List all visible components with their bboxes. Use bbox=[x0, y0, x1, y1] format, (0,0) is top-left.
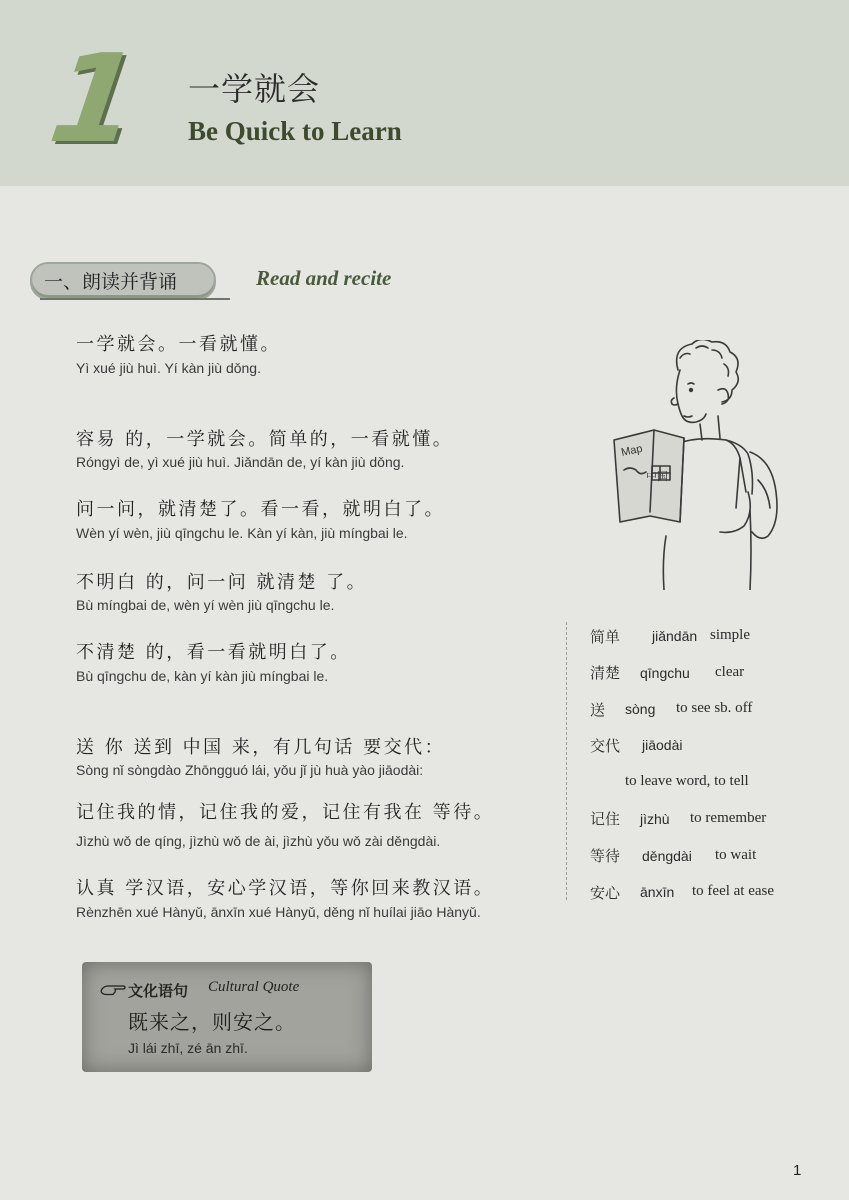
vocab-pinyin: ānxīn bbox=[640, 884, 675, 900]
text-line-pinyin: Wèn yí wèn, jiù qīngchu le. Kàn yí kàn, jiù míngbai le. bbox=[76, 525, 408, 541]
text-line-chinese: 认真 学汉语，安心学汉语，等你回来教汉语。 bbox=[76, 878, 495, 899]
cultural-quote-label-chinese: 文化语句 bbox=[128, 982, 189, 1000]
cultural-quote-label-english: Cultural Quote bbox=[208, 979, 300, 995]
text-line-chinese: 不明白 的，问一问 就清楚 了。 bbox=[76, 572, 368, 593]
vocab-word: 记住 bbox=[590, 810, 621, 828]
chapter-number: 1 bbox=[42, 28, 147, 170]
map-label-text: Map bbox=[620, 442, 644, 459]
vocab-meaning: to feel at ease bbox=[692, 883, 775, 899]
student-with-map-illustration bbox=[600, 340, 790, 590]
text-line-chinese: 送 你 送到 中国 来，有几句话 要交代： bbox=[76, 737, 446, 758]
vocab-word: 安心 bbox=[590, 884, 621, 902]
section-heading-chinese: 一、朗读并背诵 bbox=[44, 271, 178, 293]
text-line-pinyin: Rènzhēn xué Hànyǔ, ānxīn xué Hànyǔ, děng nǐ huílai jiāo Hànyǔ. bbox=[76, 904, 481, 920]
cultural-quote-pinyin: Jì lái zhī, zé ān zhī. bbox=[128, 1040, 248, 1056]
vocab-meaning: to leave word, to tell bbox=[625, 773, 749, 789]
vocab-word: 送 bbox=[590, 701, 606, 719]
vocab-pinyin: děngdài bbox=[642, 848, 692, 864]
vocab-pinyin: qīngchu bbox=[640, 665, 690, 681]
vocab-pinyin: sòng bbox=[625, 701, 656, 717]
text-line-pinyin: Sòng nǐ sòngdào Zhōngguó lái, yǒu jǐ jù huà yào jiāodài: bbox=[76, 762, 424, 778]
section-heading-english: Read and recite bbox=[256, 266, 392, 290]
text-line-chinese: 容易 的，一学就会。简单的，一看就懂。 bbox=[76, 429, 454, 450]
text-line-pinyin: Bù qīngchu de, kàn yí kàn jiù míngbai le. bbox=[76, 668, 329, 684]
vocab-meaning: simple bbox=[710, 627, 750, 643]
map-label-chinese: 中国 bbox=[646, 470, 668, 483]
text-line-chinese: 不清楚 的，看一看就明白了。 bbox=[76, 642, 351, 663]
vocab-meaning: to see sb. off bbox=[676, 700, 753, 716]
text-line-chinese: 问一问，就清楚了。看一看，就明白了。 bbox=[76, 499, 445, 520]
vocab-word: 等待 bbox=[590, 847, 621, 865]
section-heading-rule bbox=[40, 298, 230, 300]
vocab-word: 简单 bbox=[590, 628, 621, 646]
text-line-pinyin: Bù míngbai de, wèn yí wèn jiù qīngchu le. bbox=[76, 597, 335, 613]
vocab-meaning: clear bbox=[715, 664, 745, 680]
chapter-title-chinese: 一学就会 bbox=[188, 70, 321, 108]
vocab-pinyin: jìzhù bbox=[640, 811, 670, 827]
vocab-word: 交代 bbox=[590, 737, 621, 755]
vocab-pinyin: jiǎndān bbox=[652, 628, 698, 644]
vocab-divider bbox=[566, 622, 567, 900]
cultural-quote-text: 既来之，则安之。 bbox=[128, 1010, 296, 1034]
pointing-hand-icon bbox=[100, 982, 126, 996]
text-line-pinyin: Róngyì de, yì xué jiù huì. Jiǎndān de, yí kàn jiù dǒng. bbox=[76, 454, 405, 470]
page-number: 1 bbox=[793, 1162, 802, 1179]
text-line-chinese: 一学就会。一看就懂。 bbox=[76, 334, 281, 355]
vocab-meaning: to remember bbox=[690, 810, 767, 826]
text-line-chinese: 记住我的情，记住我的爱，记住有我在 等待。 bbox=[76, 802, 495, 823]
vocab-word: 清楚 bbox=[590, 664, 621, 682]
text-line-pinyin: Jìzhù wǒ de qíng, jìzhù wǒ de ài, jìzhù yǒu wǒ zài děngdài. bbox=[76, 833, 441, 849]
chapter-title-english: Be Quick to Learn bbox=[188, 116, 402, 146]
vocab-pinyin: jiāodài bbox=[642, 737, 683, 753]
vocab-meaning: to wait bbox=[715, 847, 757, 863]
text-line-pinyin: Yì xué jiù huì. Yí kàn jiù dǒng. bbox=[76, 360, 261, 376]
